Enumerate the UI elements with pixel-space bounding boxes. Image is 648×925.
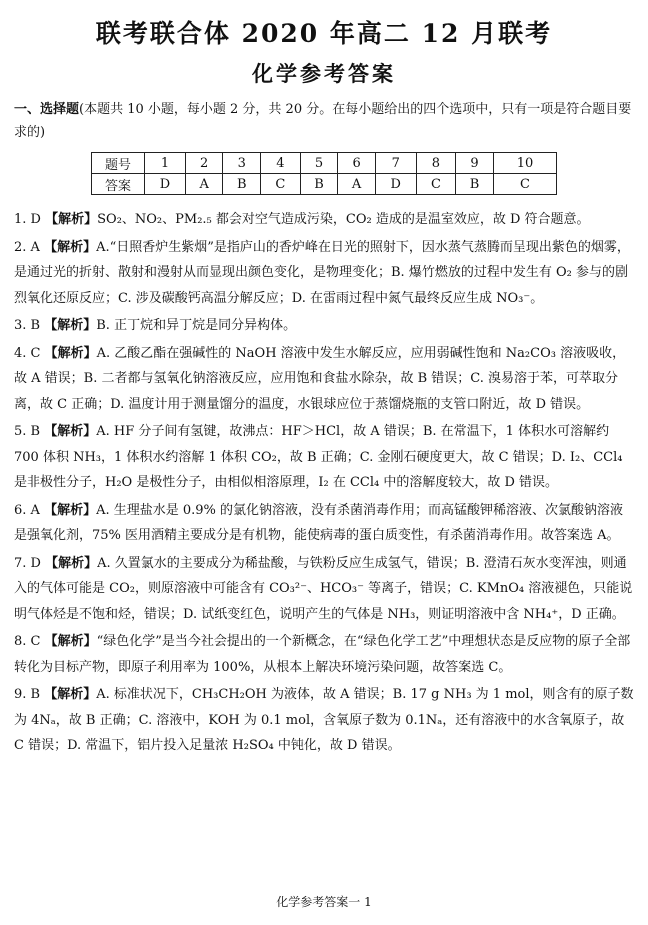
question-number: 3 bbox=[223, 153, 261, 174]
section-heading bbox=[14, 98, 636, 144]
question-number: 6 bbox=[338, 153, 375, 174]
explanation-text: A. HF 分子间有氢键，故沸点：HF＞HCl，故 A 错误；B. 在常温下，1 体积水可溶解约 700 体积 NH₃，1 体积水约溶解 1 体积 CO₂，故 B 正确；C. 金刚石硬度更大，故 C 错误；D. I₂、CCl₄ 是非极性分子，H₂O 是极性分子，由相似相溶原理，I₂ 在 CCl₄ 中的溶解度较大，故 D 错误。 bbox=[14, 424, 623, 490]
answer-key-title: 化学参考答案 bbox=[252, 62, 396, 86]
explanation-text: “绿色化学”是当今社会提出的一个新概念，在“绿色化学工艺”中理想状态是反应物的原子全部转化为目标产物，即原子利用率为 100%，从根本上解决环境污染问题，故答案选 C。 bbox=[14, 634, 631, 675]
question-number: 2 bbox=[186, 153, 223, 174]
question-answer: 8. C bbox=[14, 634, 41, 649]
answer-cell: D bbox=[375, 174, 416, 195]
question-number: 9 bbox=[456, 153, 494, 174]
explanation-text: B. 正丁烷和异丁烷是同分异构体。 bbox=[96, 318, 297, 333]
explanation-text: A. 标准状况下，CH₃CH₂OH 为液体，故 A 错误；B. 17 g NH₃ 为 1 mol，则含有的原子数为 4Nₐ，故 B 正确；C. 溶液中，KOH 为 0.1 mol，含氧原子数为 0.1Nₐ，还有溶液中的水含氧原子，故 C 错误；D. 常温下，铝片投入足量浓 H₂SO₄ 中钝化，故 D 错误。 bbox=[14, 687, 634, 753]
answer-cell: C bbox=[261, 174, 300, 195]
question-answer: 4. C bbox=[14, 345, 41, 361]
explanation-text: SO₂、NO₂、PM₂.₅ 都会对空气造成污染，CO₂ 造成的是温室效应，故 D 符合题意。 bbox=[97, 212, 590, 227]
question-number: 1 bbox=[145, 153, 186, 174]
answer-cell: B bbox=[456, 174, 494, 195]
analysis-tag: 【解析】 bbox=[44, 318, 97, 333]
answer-table-number-row bbox=[92, 153, 557, 174]
answer-cell: C bbox=[416, 174, 455, 195]
exam-title: 联考联合体 2020 年高二 12 月联考 bbox=[95, 19, 553, 48]
page-footer: 化学参考答案一 1 bbox=[276, 895, 372, 909]
answer-cell: B bbox=[223, 174, 261, 195]
answer-cell: B bbox=[300, 174, 338, 195]
analysis-tag: 【解析】 bbox=[44, 634, 97, 649]
answer-table-answer-row bbox=[92, 174, 557, 195]
analysis-tag: 【解析】 bbox=[44, 424, 97, 439]
answer-cell: A bbox=[338, 174, 375, 195]
row-label-answer: 答案 bbox=[92, 174, 145, 195]
analysis-tag: 【解析】 bbox=[44, 502, 97, 518]
explanations-list bbox=[14, 207, 636, 761]
question-number: 4 bbox=[261, 153, 300, 174]
explanation-text: A. 久置氯水的主要成分为稀盐酸，与铁粉反应生成氢气，错误；B. 澄清石灰水变浑浊，则通入的气体可能是 CO₂，则原溶液中可能含有 CO₃²⁻、HCO₃⁻ 等离子，错误；C. KMnO₄ 溶液褪色，只能说明气体烃是不饱和烃，错误；D. 试纸变红色，说明产生的气体是 NH₃，则证明溶液中含 NH₄⁺，D 正确。 bbox=[14, 555, 633, 622]
explanation-text: A.“日照香炉生紫烟”是指庐山的香炉峰在日光的照射下，因水蒸气蒸腾而呈现出紫色的烟雾，是通过光的折射、散射和漫射从而显现出颜色变化，是物理变化；B. 爆竹燃放的过程中发生有 O₂ 参与的剧烈氧化还原反应；C. 涉及碳酸钙高温分解反应；D. 在雷雨过程中氮气最终反应生成 NO₃⁻。 bbox=[14, 239, 630, 306]
analysis-tag: 【解析】 bbox=[44, 345, 97, 361]
explanation-item bbox=[14, 498, 636, 549]
question-answer: 5. B bbox=[14, 424, 41, 439]
question-number: 10 bbox=[493, 153, 556, 174]
question-number: 7 bbox=[375, 153, 416, 174]
explanation-item bbox=[14, 207, 636, 233]
question-answer: 6. A bbox=[14, 502, 40, 518]
question-answer: 3. B bbox=[14, 318, 41, 333]
explanation-item bbox=[14, 551, 636, 628]
explanation-item bbox=[14, 341, 636, 418]
answer-cell: A bbox=[186, 174, 223, 195]
explanation-item bbox=[14, 235, 636, 312]
answer-cell: D bbox=[145, 174, 186, 195]
analysis-tag: 【解析】 bbox=[45, 555, 98, 571]
explanation-text: A. 乙酸乙酯在强碱性的 NaOH 溶液中发生水解反应，应用弱碱性饱和 Na₂CO₃ 溶液吸收，故 A 错误；B. 二者都与氢氧化钠溶液反应，应用饱和食盐水除杂，故 B 错误；C. 溴易溶于苯，可萃取分离，故 C 正确；D. 温度计用于测量馏分的温度，水银球应位于蒸馏烧瓶的支管口附近，故 D 错误。 bbox=[14, 345, 626, 412]
question-answer: 9. B bbox=[14, 687, 41, 702]
answer-cell: C bbox=[493, 174, 556, 195]
analysis-tag: 【解析】 bbox=[44, 687, 97, 702]
section-label: 一、选择题 bbox=[14, 102, 80, 117]
explanation-item bbox=[14, 629, 636, 680]
question-number: 8 bbox=[416, 153, 455, 174]
analysis-tag: 【解析】 bbox=[44, 239, 97, 255]
explanation-text: A. 生理盐水是 0.9% 的氯化钠溶液，没有杀菌消毒作用；而高锰酸钾稀溶液、次氯酸钠溶液是强氧化剂，75% 医用酒精主要成分是有机物，能使病毒的蛋白质变性，有杀菌消毒作用。故答案选 A。 bbox=[14, 502, 624, 543]
question-number: 5 bbox=[300, 153, 338, 174]
section-description: (本题共 10 小题，每小题 2 分，共 20 分。在每小题给出的四个选项中，只有一项是符合题目要求的) bbox=[14, 102, 632, 140]
question-answer: 1. D bbox=[14, 212, 41, 227]
explanation-item bbox=[14, 419, 636, 496]
row-label-number: 题号 bbox=[92, 153, 145, 174]
explanation-item bbox=[14, 682, 636, 759]
question-answer: 2. A bbox=[14, 239, 40, 255]
question-answer: 7. D bbox=[14, 555, 41, 571]
analysis-tag: 【解析】 bbox=[45, 212, 98, 227]
explanation-item bbox=[14, 313, 636, 339]
answer-table bbox=[91, 152, 557, 195]
